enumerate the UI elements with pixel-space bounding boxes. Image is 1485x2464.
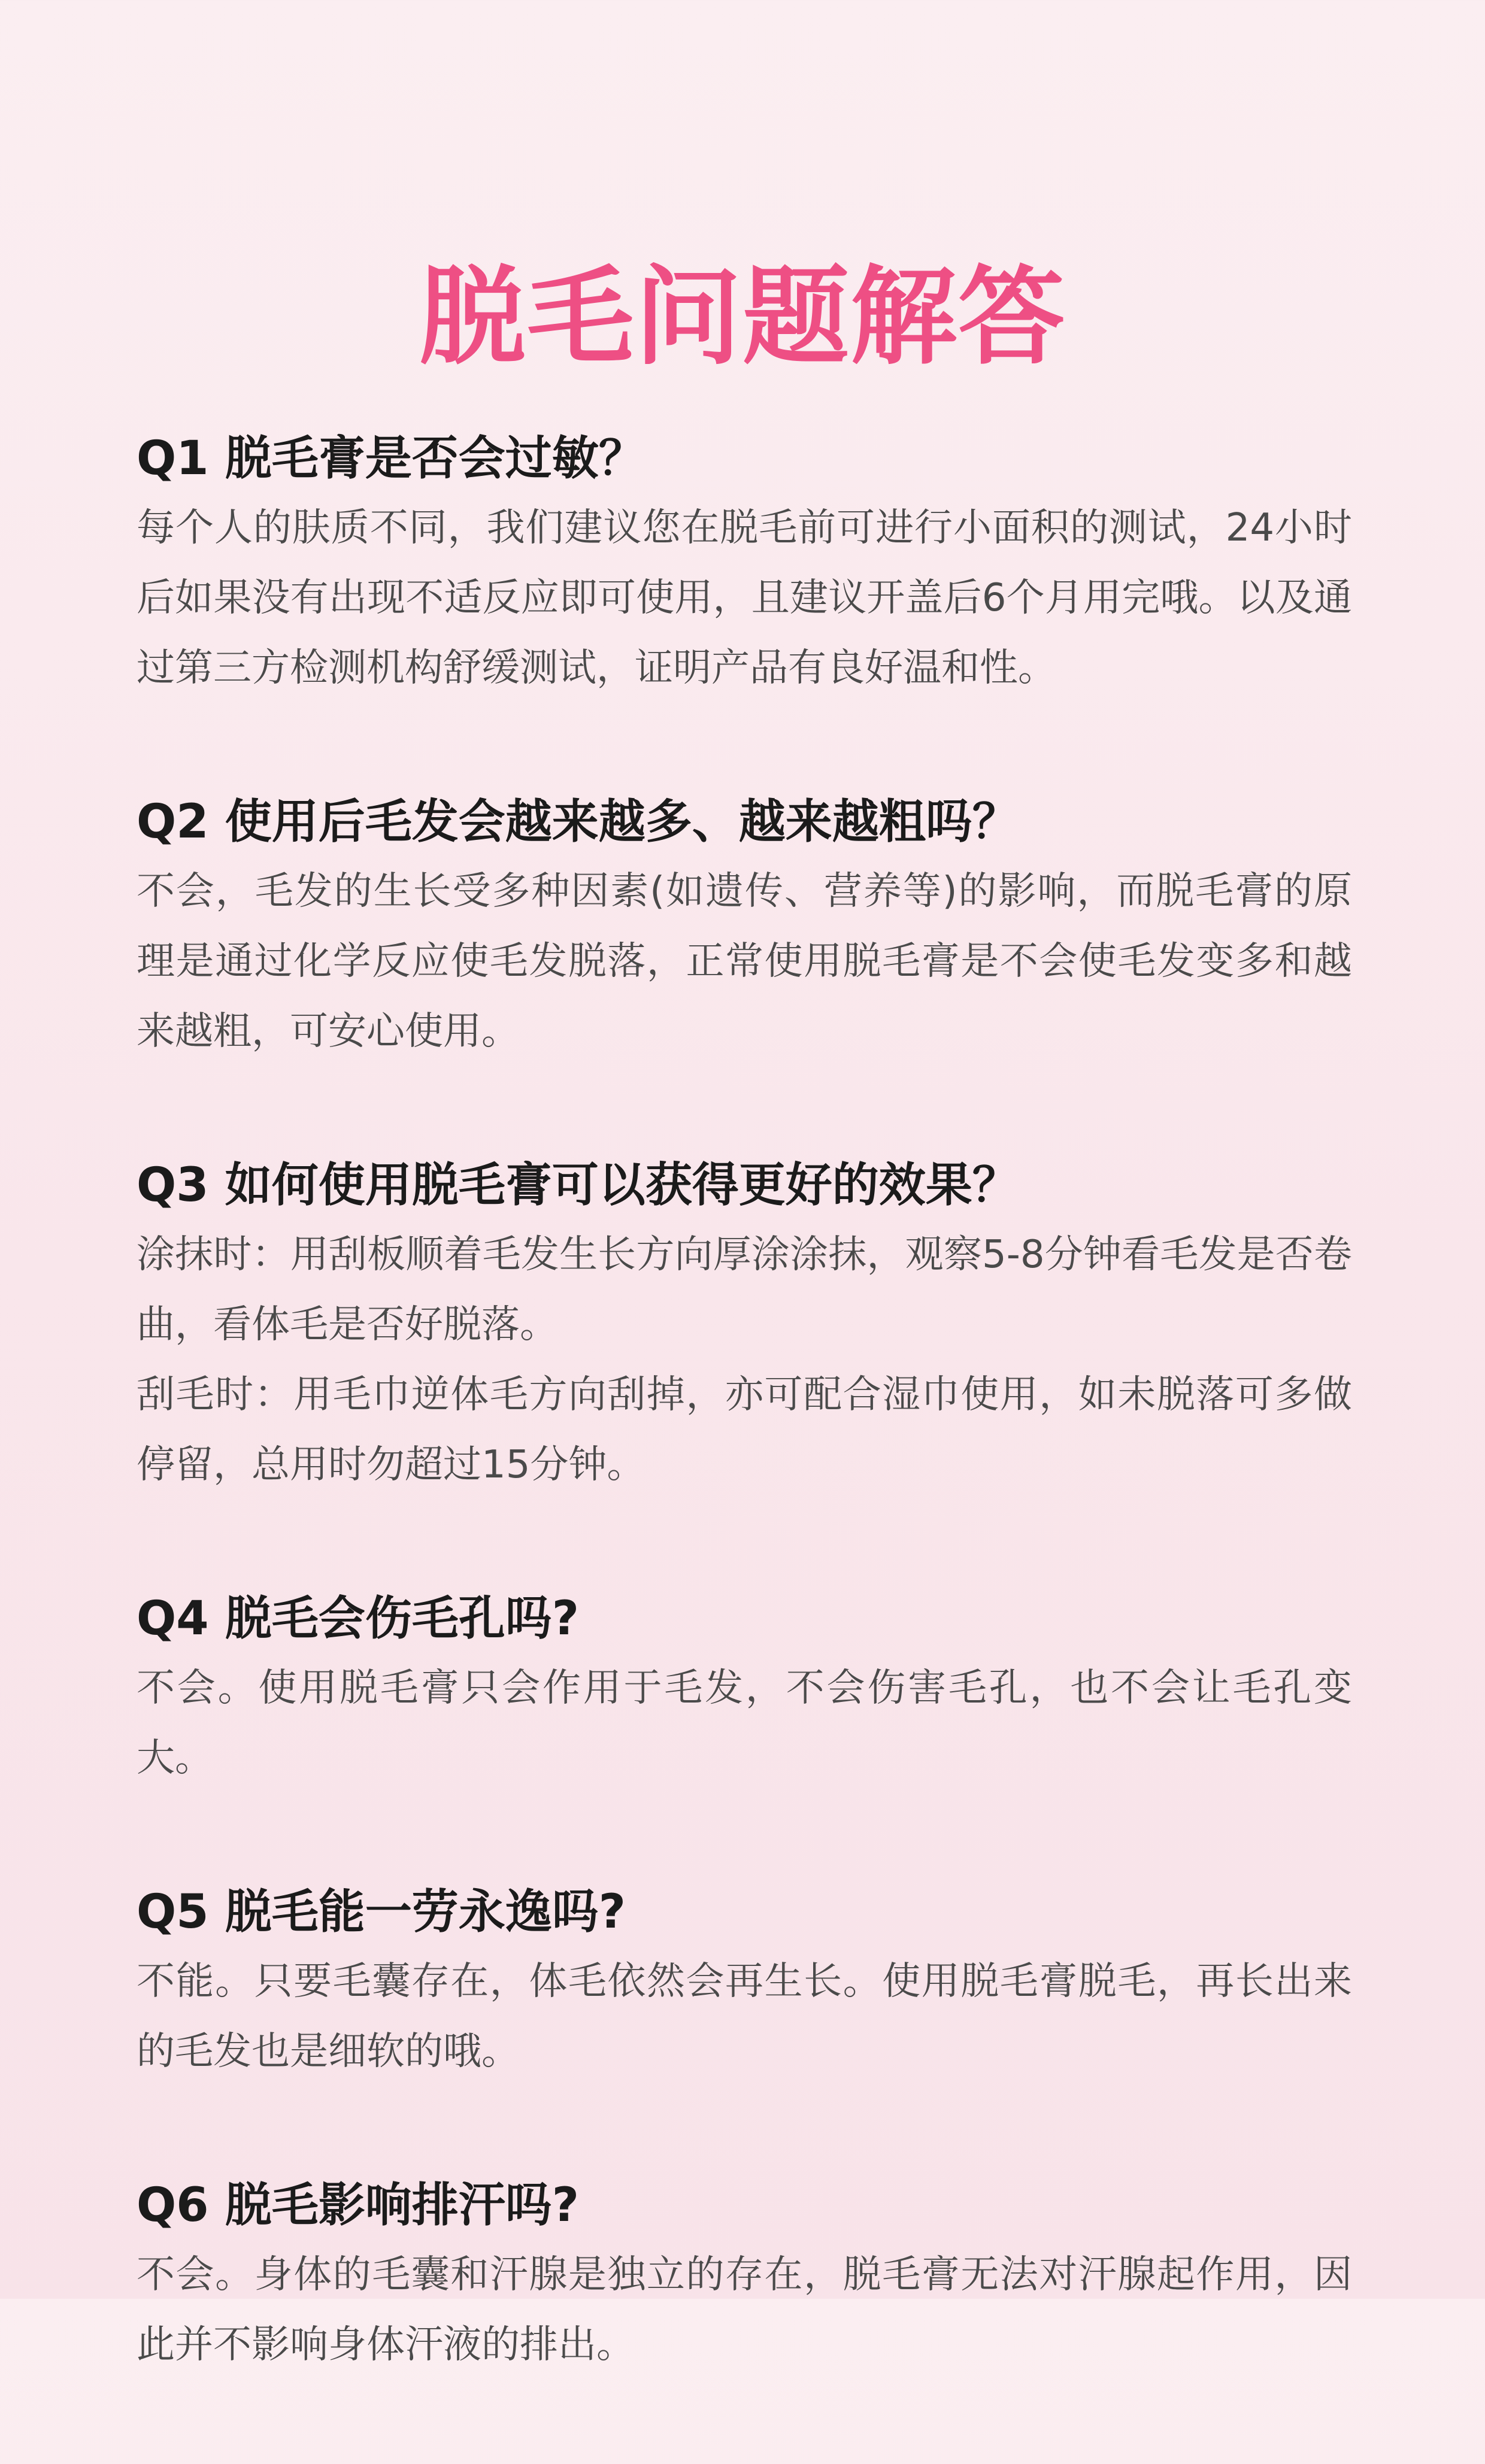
faq-item-q3: [137, 1151, 1352, 1500]
answer-q4: [137, 1653, 1352, 1794]
answer-q3: [137, 1220, 1352, 1500]
answer-q6-text: 不会。身体的毛囊和汗腺是独立的存在，脱毛膏无法对汗腺起作用，因此并不影响身体汗液的排出。: [137, 2253, 1352, 2367]
answer-q1-text: 每个人的肤质不同，我们建议您在脱毛前可进行小面积的测试，24小时后如果没有出现不适反应即可使用，且建议开盖后6个月用完哦。以及通过第三方检测机构舒缓测试，证明产品有良好温和性。: [137, 506, 1352, 690]
answer-q1: [137, 493, 1352, 703]
answer-q5-text: 不能。只要毛囊存在，体毛依然会再生长。使用脱毛膏脱毛，再长出来的毛发也是细软的哦。: [137, 1959, 1352, 2074]
question-q5: Q5 脱毛能一劳永逸吗?: [137, 1885, 626, 1939]
answer-q5: [137, 1947, 1352, 2087]
faq-item-q6: [137, 2171, 1352, 2380]
answer-q4-text: 不会。使用脱毛膏只会作用于毛发，不会伤害毛孔，也不会让毛孔变大。: [137, 1666, 1352, 1780]
question-q3: Q3 如何使用脱毛膏可以获得更好的效果？: [137, 1158, 1019, 1212]
faq-list: [137, 424, 1352, 2464]
faq-item-q4: [137, 1584, 1352, 1794]
page-title: 脱毛问题解答: [419, 254, 1066, 380]
answer-q3-apply: 涂抹时：用刮板顺着毛发生长方向厚涂涂抹，观察5-8分钟看毛发是否卷曲，看体毛是否好脱落。: [137, 1233, 1352, 1347]
answer-q6: [137, 2240, 1352, 2380]
answer-q3-scrape: 刮毛时：用毛巾逆体毛方向刮掉，亦可配合湿巾使用，如未脱落可多做停留，总用时勿超过15分钟。: [137, 1373, 1352, 1487]
question-q6: Q6 脱毛影响排汗吗?: [137, 2178, 579, 2232]
faq-item-q2: [137, 787, 1352, 1067]
faq-item-q1: [137, 424, 1352, 703]
question-q1: Q1 脱毛膏是否会过敏？: [137, 432, 645, 485]
question-q4: Q4 脱毛会伤毛孔吗?: [137, 1592, 579, 1646]
question-q2: Q2 使用后毛发会越来越多、越来越粗吗？: [137, 795, 1019, 849]
faq-item-q5: [137, 1877, 1352, 2087]
answer-q2-text: 不会，毛发的生长受多种因素(如遗传、营养等)的影响，而脱毛膏的原理是通过化学反应使毛发脱落，正常使用脱毛膏是不会使毛发变多和越来越粗，可安心使用。: [137, 869, 1352, 1054]
answer-q2: [137, 857, 1352, 1067]
